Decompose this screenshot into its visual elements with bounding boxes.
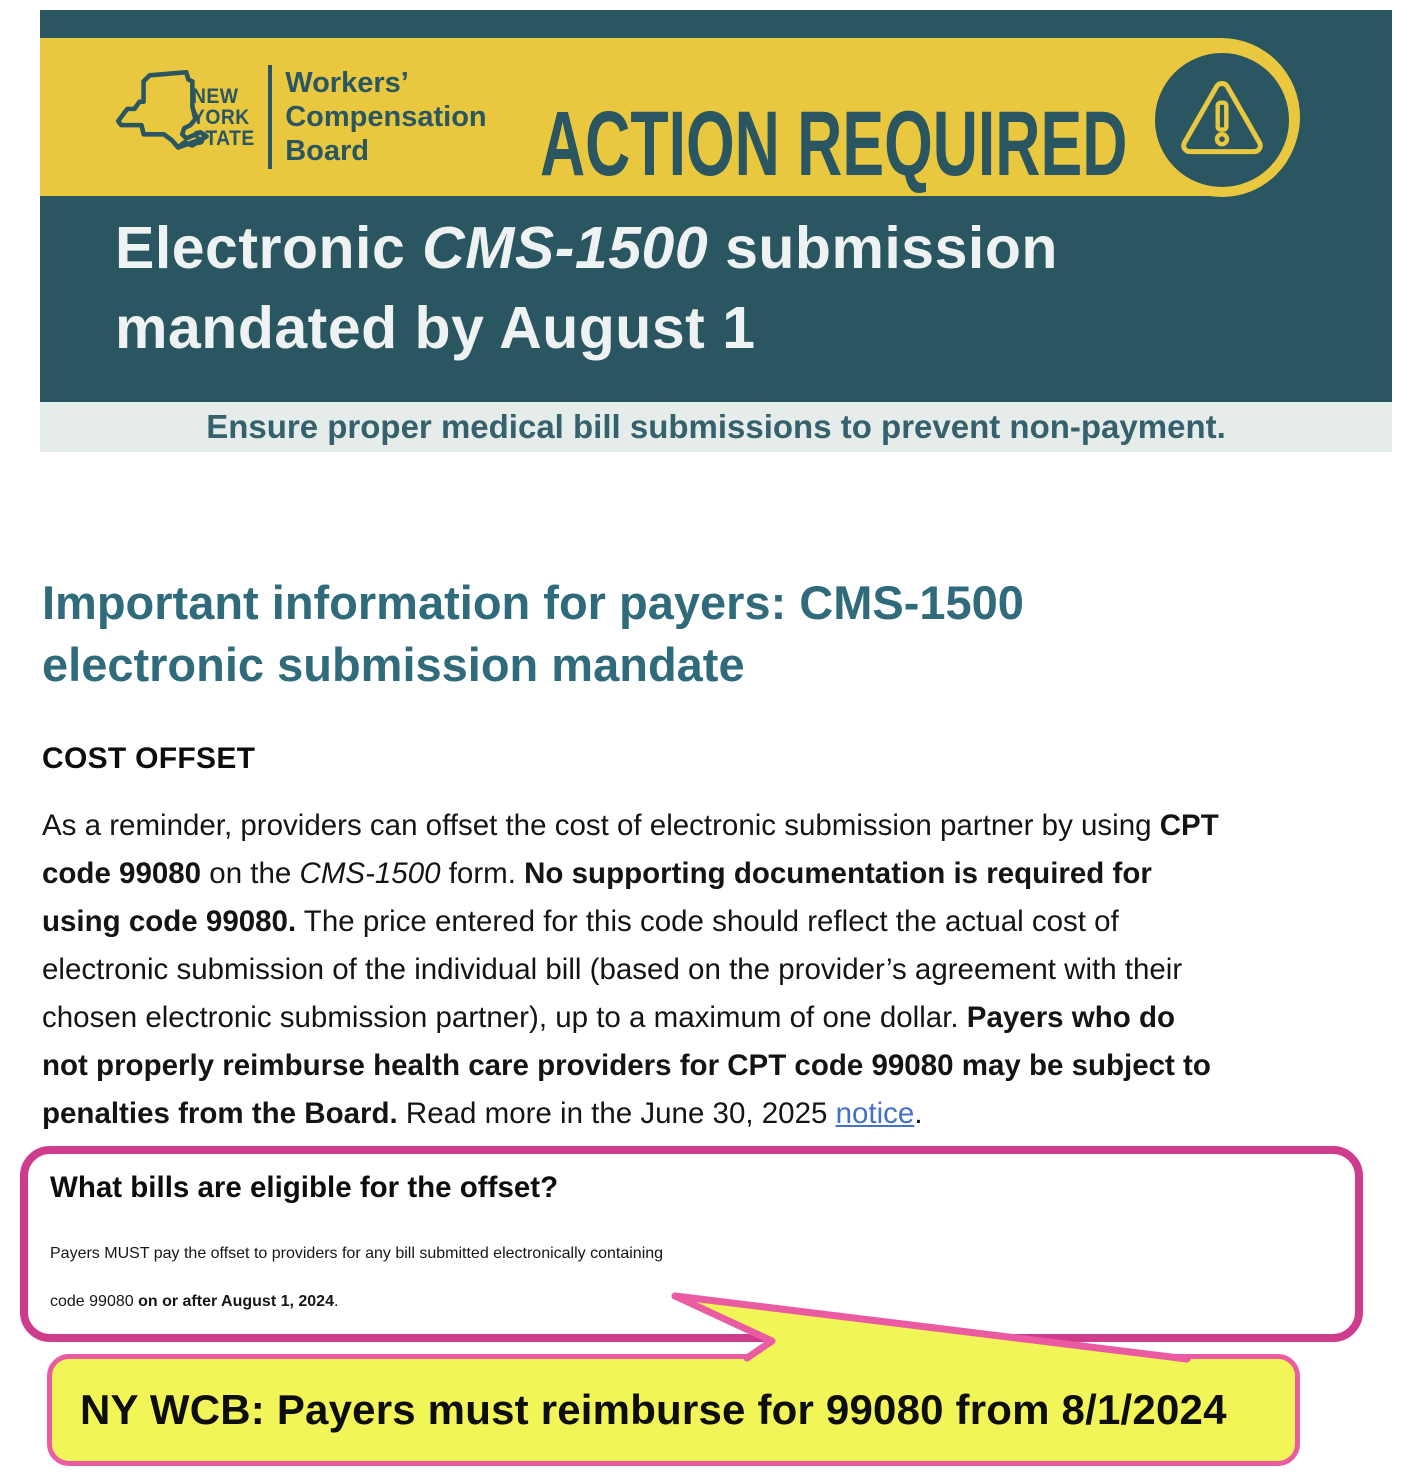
spacer: [50, 1212, 1335, 1230]
annotation-highlight-box: [47, 1354, 1300, 1466]
text-line: [42, 1042, 1390, 1090]
text-segment: Read more in the June 30, 2025: [397, 1097, 836, 1130]
text-segment: code 99080: [42, 857, 202, 890]
annotation-text: NY WCB: Payers must reimburse for 99080 from 8/1/2024: [80, 1386, 1227, 1433]
logo-word: Board: [285, 135, 370, 167]
hero-title-text: Electronic: [115, 215, 423, 281]
logo-word: Compensation: [285, 101, 487, 133]
logo-divider: [268, 65, 272, 169]
text-segment: CPT: [1159, 809, 1219, 842]
notice-link[interactable]: notice: [835, 1097, 915, 1130]
hero-title: [115, 208, 1058, 368]
text-segment: .: [333, 1293, 339, 1310]
text-segment: on or after August 1, 2024: [138, 1293, 334, 1310]
hero-title-line1: [115, 208, 1058, 288]
text-segment: not properly reimburse health care providers for CPT code 99080 may be subject to: [42, 1049, 1211, 1082]
text-segment: CMS-1500: [299, 857, 441, 890]
text-segment: .: [914, 1097, 923, 1130]
wcb-logo-wordmark: [285, 66, 486, 168]
logo-word: YORK: [192, 105, 250, 129]
article-body: [0, 452, 1428, 1466]
offset-question: What bills are eligible for the offset?: [50, 1171, 559, 1204]
nys-logo-wordmark: [192, 86, 255, 149]
action-required-text: ACTION REQUIRED: [540, 93, 1128, 195]
text-segment: penalties from the Board.: [42, 1097, 398, 1130]
offset-answer-paragraph: [50, 1230, 1335, 1326]
page-title-line1: Important information for payers: CMS-1500: [42, 576, 1024, 629]
text-line: [42, 946, 1390, 994]
text-line: [42, 898, 1390, 946]
offset-eligibility-callout-box: [20, 1146, 1363, 1342]
text-segment: on the: [201, 857, 300, 890]
text-segment: As a reminder, providers can offset the cost of electronic submission partner by using: [42, 809, 1160, 842]
text-line: [50, 1278, 1335, 1326]
logo-word: Workers’: [285, 67, 409, 99]
tagline-strip: [40, 402, 1392, 452]
section-label-cost-offset: COST OFFSET: [42, 742, 256, 775]
text-segment: No supporting documentation is required for: [524, 857, 1152, 890]
header-background: [40, 10, 1392, 402]
warning-triangle-icon: [1174, 72, 1270, 168]
nys-wcb-logo: [108, 60, 487, 174]
tagline-text: Ensure proper medical bill submissions to prevent non-payment.: [206, 408, 1226, 445]
logo-word: NEW: [192, 84, 239, 108]
logo-word: STATE: [192, 126, 255, 150]
page-title: [42, 572, 1428, 696]
text-segment: The price entered for this code should reflect the actual cost of: [296, 905, 1119, 938]
warning-badge: [1145, 43, 1299, 197]
text-segment: form.: [440, 857, 525, 890]
text-line: [50, 1230, 1335, 1278]
text-segment: chosen electronic submission partner), up to a maximum of one dollar.: [42, 1001, 967, 1034]
text-segment: Payers who do: [966, 1001, 1175, 1034]
header-banner: [40, 10, 1392, 452]
text-line: [42, 1090, 1390, 1138]
hero-title-line2: mandated by August 1: [115, 295, 756, 361]
text-line: [42, 994, 1390, 1042]
action-required-banner: [40, 38, 1300, 196]
text-line: [42, 850, 1390, 898]
text-segment: Payers MUST pay the offset to providers for any bill submitted electronically containing: [50, 1245, 664, 1262]
text-segment: code 99080: [50, 1293, 139, 1310]
text-line: [42, 802, 1390, 850]
hero-title-cms1500: CMS-1500: [422, 215, 709, 281]
text-segment: using code 99080.: [42, 905, 297, 938]
cost-offset-paragraph: [42, 802, 1390, 1138]
hero-title-text: submission: [708, 215, 1058, 281]
page-title-line2: electronic submission mandate: [42, 638, 745, 691]
text-segment: electronic submission of the individual bill (based on the provider’s agreement with their: [42, 953, 1183, 986]
